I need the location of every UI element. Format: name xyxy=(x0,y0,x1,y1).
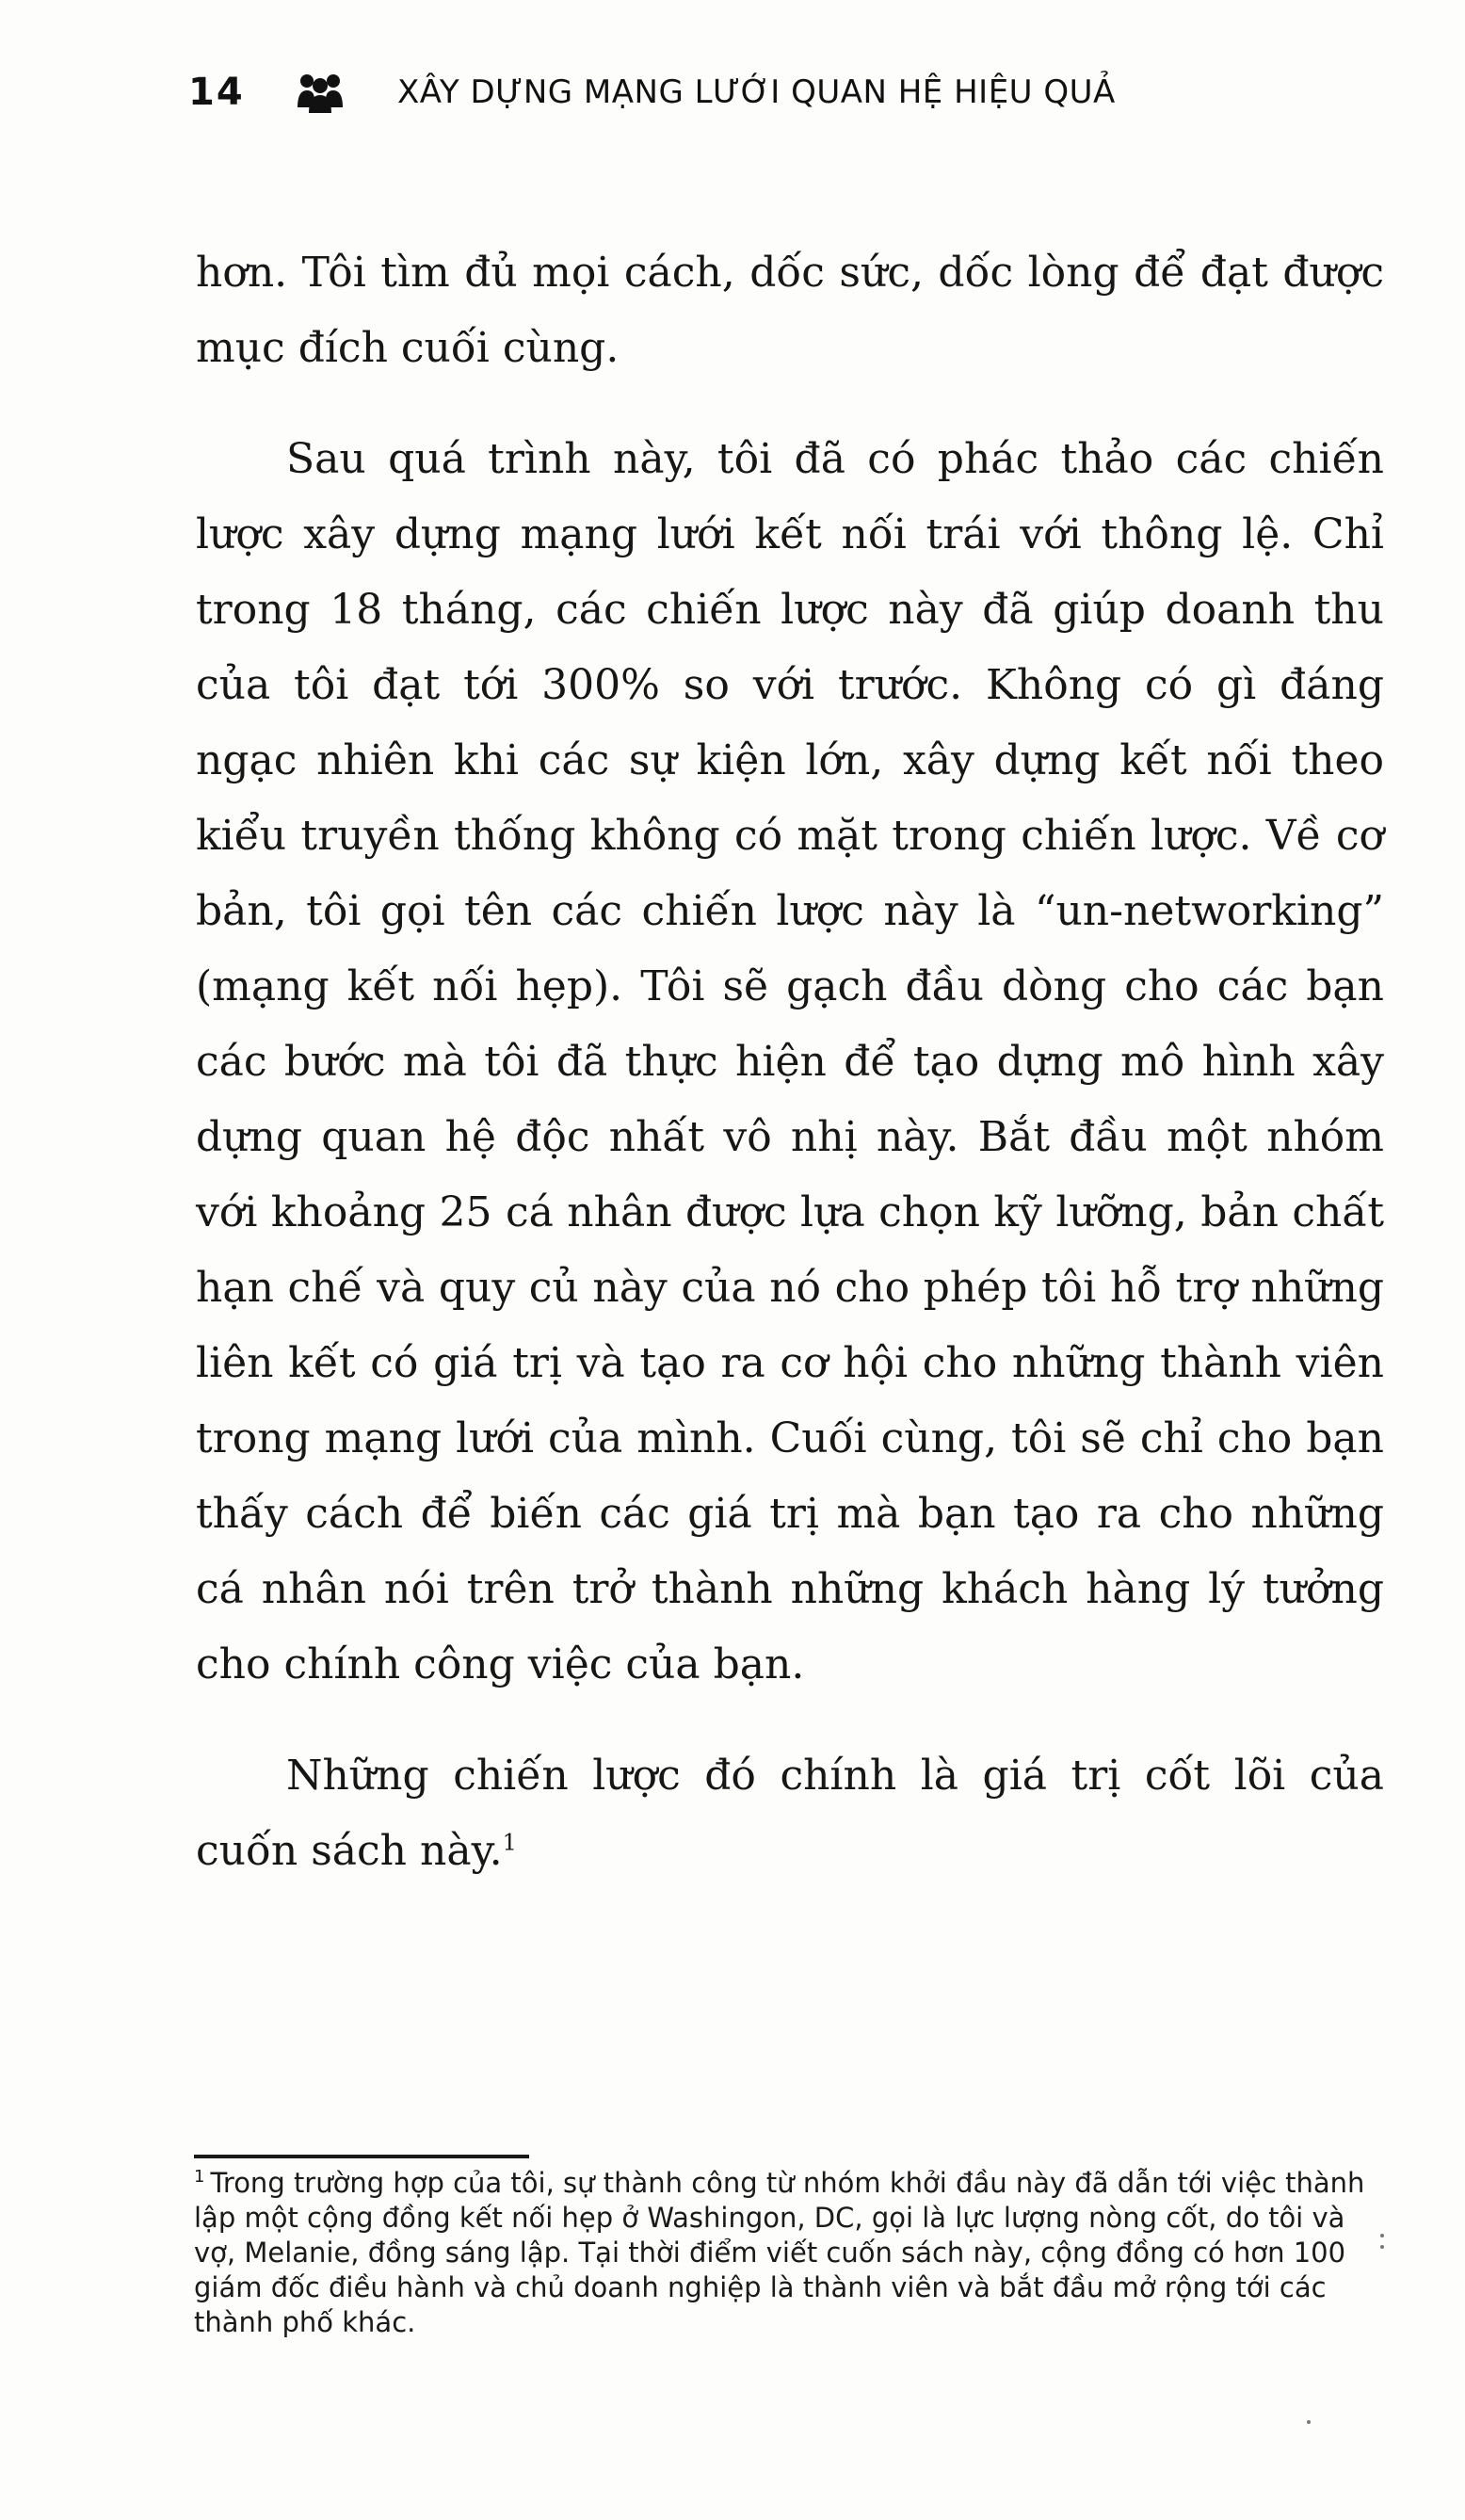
paragraph-strategies: Sau quá trình này, tôi đã có phác thảo các chiến lược xây dựng mạng lưới kết nối trái với thông lệ. Chỉ trong 18 tháng, các chiến lược này đã giúp doanh thu của tôi đạt tới 300% so với trước. Không có gì đáng ngạc nhiên khi các sự kiện lớn, xây dựng kết nối theo kiểu truyền thống không có mặt trong chiến lược. Về cơ bản, tôi gọi tên các chiến lược này là “un-networking” (mạng kết nối hẹp). Tôi sẽ gạch đầu dòng cho các bạn các bước mà tôi đã thực hiện để tạo dựng mô hình xây dựng quan hệ độc nhất vô nhị này. Bắt đầu một nhóm với khoảng 25 cá nhân được lựa chọn kỹ lưỡng, bản chất hạn chế và quy củ này của nó cho phép tôi hỗ trợ những liên kết có giá trị và tạo ra cơ hội cho những thành viên trong mạng lưới của mình. Cuối cùng, tôi sẽ chỉ cho bạn thấy cách để biến các giá trị mà bạn tạo ra cho những cá nhân nói trên trở thành những khách hàng lý tưởng cho chính công việc của bạn. xyxy=(196,435,1384,1688)
footnote-divider xyxy=(194,2155,529,2158)
page-header xyxy=(188,64,1116,121)
footnote xyxy=(194,2166,1390,2340)
footnote-reference: 1 xyxy=(502,1829,517,1856)
footnote-text: Trong trường hợp của tôi, sự thành công từ nhóm khởi đầu này đã dẫn tới việc thành lập một cộng đồng kết nối hẹp ở Washingon, DC, gọi là lực lượng nòng cốt, do tôi và vợ, Melanie, đồng sáng lập. Tại thời điểm viết cuốn sách này, cộng đồng có hơn 100 giám đốc điều hành và chủ doanh nghiệp là thành viên và bắt đầu mở rộng tới các thành phố khác. xyxy=(194,2167,1365,2338)
running-title: XÂY DỰNG MẠNG LƯỚI QUAN HỆ HIỆU QUẢ xyxy=(397,73,1116,111)
paragraph-continued: hơn. Tôi tìm đủ mọi cách, dốc sức, dốc lòng để đạt được mục đích cuối cùng. xyxy=(196,249,1384,372)
paragraph-core-value-text: Những chiến lược đó chính là giá trị cốt lõi của cuốn sách này. xyxy=(196,1752,1384,1875)
print-speck xyxy=(1380,2234,1384,2237)
paragraph-core-value xyxy=(196,1738,1384,1889)
people-group-icon xyxy=(292,70,348,115)
print-speck xyxy=(1307,2420,1311,2424)
page-number: 14 xyxy=(188,71,245,114)
body-text xyxy=(196,235,1384,1925)
print-speck xyxy=(1380,2245,1384,2249)
footnote-marker: 1 xyxy=(194,2167,205,2188)
